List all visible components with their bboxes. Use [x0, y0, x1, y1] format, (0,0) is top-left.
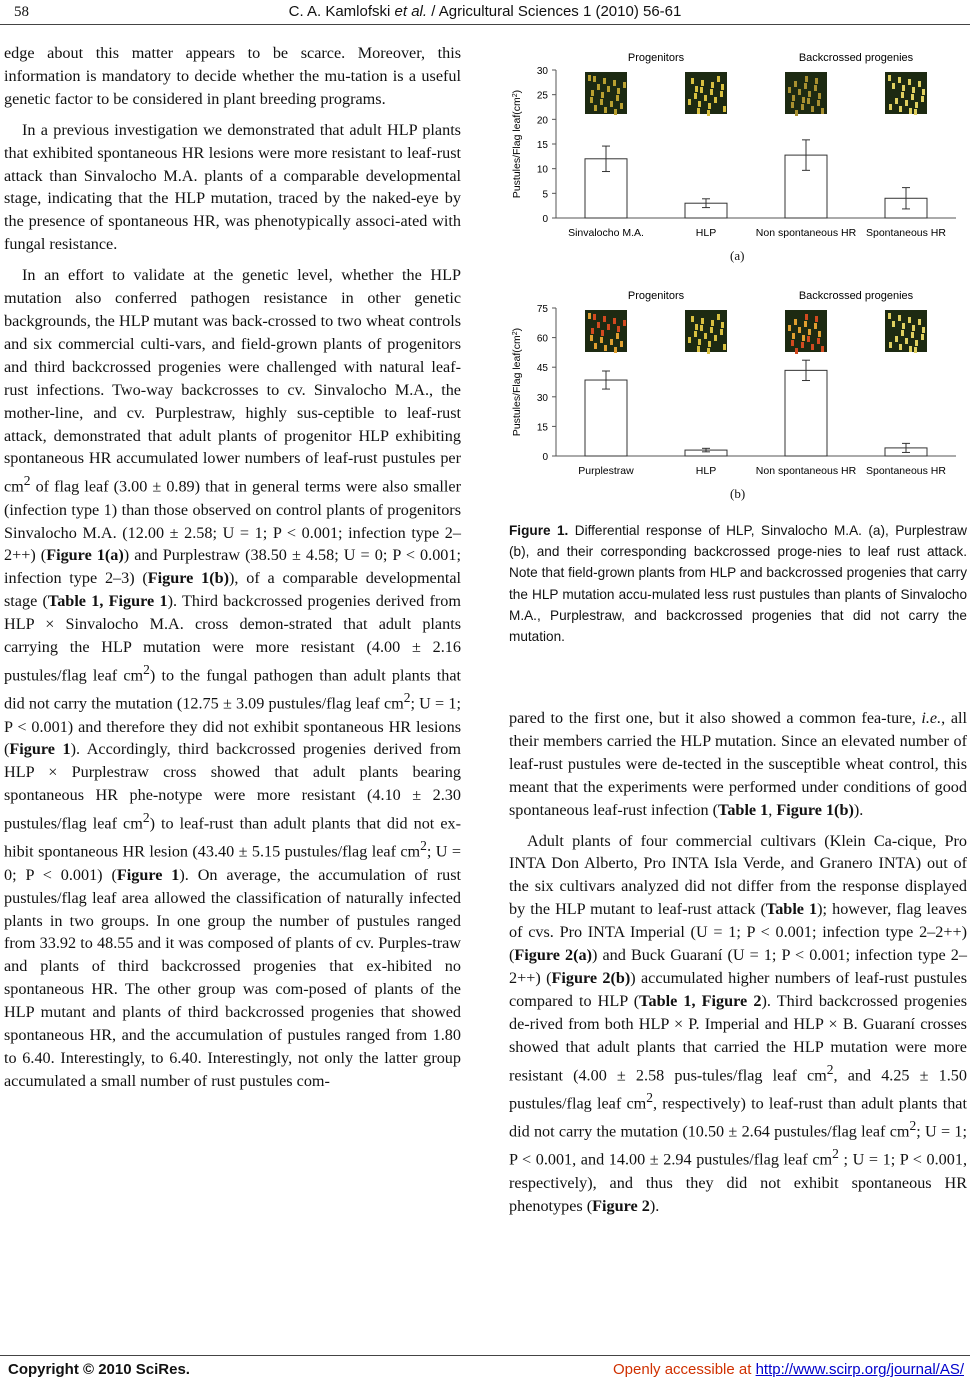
- rust-spot: [617, 326, 620, 332]
- group-label: Backcrossed progenies: [798, 52, 914, 64]
- rust-spot: [794, 319, 797, 325]
- rust-spot: [792, 333, 795, 339]
- rust-spot: [808, 91, 811, 97]
- y-axis-label-close: ): [511, 327, 523, 332]
- rust-spot: [798, 89, 801, 95]
- rust-spot: [588, 75, 591, 81]
- rust-spot: [597, 322, 600, 328]
- rust-spot: [701, 80, 704, 86]
- figure-ref[interactable]: Figure 1(a): [46, 546, 124, 565]
- rust-spot: [922, 89, 925, 95]
- rust-spot: [807, 98, 810, 104]
- y-tick-label: 75: [536, 304, 548, 315]
- rust-spot: [814, 85, 817, 91]
- rust-spot: [899, 106, 902, 112]
- rust-spot: [788, 325, 791, 331]
- y-tick-label: 0: [542, 214, 548, 225]
- rust-spot: [921, 96, 924, 102]
- footer-rule: [0, 1355, 970, 1356]
- rust-spot: [821, 108, 824, 114]
- rust-spot: [911, 332, 914, 338]
- rust-spot: [908, 317, 911, 323]
- rust-spot: [798, 327, 801, 333]
- page-number: 58: [14, 4, 29, 20]
- rust-spot: [815, 316, 818, 322]
- rust-spot: [808, 329, 811, 335]
- figure-1b: [506, 282, 968, 482]
- y-axis-label: [511, 90, 523, 198]
- rust-spot: [805, 76, 808, 82]
- rust-spot: [817, 338, 820, 344]
- figure-ref[interactable]: Figure 2: [592, 1196, 650, 1215]
- rust-spot: [590, 335, 593, 341]
- rust-spot: [892, 83, 895, 89]
- rust-spot: [590, 97, 593, 103]
- y-axis-label-sup: 2: [511, 93, 519, 98]
- table-figure-ref[interactable]: Table 1, Figure 1: [47, 592, 168, 611]
- rust-spot: [623, 82, 626, 88]
- rust-spot: [695, 324, 698, 330]
- rust-spot: [623, 320, 626, 326]
- rust-spot: [603, 316, 606, 322]
- rust-spot: [708, 341, 711, 347]
- rust-spot: [912, 87, 915, 93]
- rust-spot: [818, 93, 821, 99]
- rust-spot: [908, 79, 911, 85]
- rust-spot: [700, 87, 703, 93]
- chart-b: [506, 282, 968, 482]
- rust-spot: [914, 109, 917, 115]
- rust-spot: [821, 346, 824, 352]
- rust-spot: [895, 98, 898, 104]
- rust-spot: [601, 330, 604, 336]
- category-label: Non spontaneous HR: [755, 465, 857, 477]
- figure-ref[interactable]: Figure 2(b): [551, 968, 631, 987]
- y-tick-label: 45: [536, 363, 548, 375]
- rust-spot: [811, 106, 814, 112]
- rust-spot: [888, 75, 891, 81]
- rust-spot: [805, 314, 808, 320]
- rust-spot: [899, 344, 902, 350]
- rust-spot: [889, 342, 892, 348]
- rust-spot: [898, 315, 901, 321]
- rust-spot: [710, 89, 713, 95]
- rust-spot: [588, 313, 591, 319]
- rust-spot: [892, 321, 895, 327]
- y-tick-label: 20: [536, 115, 548, 127]
- figure-ref[interactable]: Figure 1(b): [147, 569, 230, 588]
- rust-spot: [707, 110, 710, 116]
- y-tick-label: 15: [536, 422, 548, 434]
- rust-spot: [607, 86, 610, 92]
- rust-spot: [594, 343, 597, 349]
- rust-spot: [901, 92, 904, 98]
- chart-a: [506, 44, 968, 244]
- paragraph: pared to the first one, but it also showed a common fea-ture, i.e., all their members carried the HLP mutation. Since an elevated number of leaf-rust pustules were de-tected in the susceptible wheat control, this meant that the experiments were performed under conditions of good spontaneous leaf-rust infection (Table 1, Figure 1(b)).: [509, 709, 967, 819]
- rust-spot: [691, 316, 694, 322]
- rust-spot: [591, 328, 594, 334]
- rust-spot: [594, 105, 597, 111]
- rust-spot: [700, 325, 703, 331]
- category-label: Spontaneous HR: [866, 227, 946, 239]
- rust-spot: [911, 94, 914, 100]
- bar: [785, 370, 827, 456]
- paragraph: edge about this matter appears to be scarce. Moreover, this information is mandatory to decide whether the mu-tation is a useful genetic factor to be considered in plant breeding programs.: [4, 44, 461, 108]
- rust-spot: [915, 340, 918, 346]
- category-label: Non spontaneous HR: [755, 227, 857, 239]
- rust-spot: [688, 99, 691, 105]
- rust-spot: [616, 95, 619, 101]
- y-axis-label-sup: 2: [511, 331, 519, 336]
- left-column: [4, 42, 461, 1101]
- rust-spot: [918, 81, 921, 87]
- rust-spot: [710, 327, 713, 333]
- rust-spot: [707, 348, 710, 354]
- rust-spot: [600, 337, 603, 343]
- rust-spot: [688, 337, 691, 343]
- panel-label-b: (b): [730, 486, 746, 501]
- page-footer: [0, 1346, 970, 1386]
- rust-spot: [717, 314, 720, 320]
- category-label: Sinvalocho M.A.: [568, 227, 644, 239]
- y-axis-label-text: Pustules/Flag leaf(cm: [511, 97, 523, 199]
- rust-spot: [711, 82, 714, 88]
- rust-spot: [794, 81, 797, 87]
- rust-spot: [613, 80, 616, 86]
- rust-spot: [888, 313, 891, 319]
- rust-spot: [889, 104, 892, 110]
- rust-spot: [914, 347, 917, 353]
- rust-spot: [704, 95, 707, 101]
- rust-spot: [597, 84, 600, 90]
- rust-spot: [610, 101, 613, 107]
- rust-spot: [909, 108, 912, 114]
- rust-spot: [811, 344, 814, 350]
- rust-spot: [593, 314, 596, 320]
- group-label: Progenitors: [627, 52, 685, 64]
- category-label: Spontaneous HR: [866, 465, 946, 477]
- rust-spot: [921, 334, 924, 340]
- rust-spot: [697, 108, 700, 114]
- rust-spot: [814, 323, 817, 329]
- figure-ref[interactable]: Figure 2(a): [514, 946, 593, 965]
- rust-spot: [607, 324, 610, 330]
- rust-spot: [604, 345, 607, 351]
- y-tick-label: 5: [542, 189, 548, 201]
- group-label: Backcrossed progenies: [798, 290, 914, 302]
- rust-spot: [895, 336, 898, 342]
- rust-spot: [902, 85, 905, 91]
- running-title: C. A. Kamlofski et al. / Agricultural Sciences 1 (2010) 56-61: [288, 3, 682, 20]
- figure-ref[interactable]: Figure 1(b): [776, 800, 854, 819]
- rust-spot: [617, 88, 620, 94]
- rust-spot: [792, 95, 795, 101]
- y-tick-label: 30: [536, 66, 548, 77]
- right-column: [509, 707, 967, 1226]
- rust-spot: [723, 106, 726, 112]
- rust-spot: [802, 97, 805, 103]
- rust-spot: [804, 321, 807, 327]
- rust-spot: [909, 346, 912, 352]
- table-ref[interactable]: Table 1: [765, 900, 818, 919]
- rust-spot: [802, 335, 805, 341]
- rust-spot: [898, 77, 901, 83]
- paragraph: In a previous investigation we demonstrated that adult HLP plants that exhibited spontaneous HR lesions were more resistant to leaf-rust attack than Sinvalocho M.A. plants of a comparable developmental stage, indicating that the HLP mutation, traced by the naked-eye by the presence of spontaneous HR, was phenotypically associ-ated with fungal resistance.: [4, 120, 461, 254]
- category-label: Purplestraw: [578, 465, 634, 477]
- rust-spot: [613, 318, 616, 324]
- rust-spot: [912, 325, 915, 331]
- rust-spot: [714, 97, 717, 103]
- open-access-note: Openly accessible at http://www.scirp.org/journal/AS/: [613, 1361, 964, 1378]
- y-tick-label: 15: [536, 140, 548, 151]
- page-header: [0, 0, 970, 30]
- table-ref[interactable]: Table 1: [718, 800, 769, 819]
- rust-spot: [807, 336, 810, 342]
- rust-spot: [795, 110, 798, 116]
- y-axis-label-close: ): [511, 89, 523, 94]
- y-tick-label: 25: [536, 90, 548, 102]
- rust-spot: [620, 341, 623, 347]
- rust-spot: [701, 318, 704, 324]
- figure-1-caption: Figure 1. Differential response of HLP, Sinvalocho M.A. (a), Purplestraw (b), and their corresponding backcrossed proge-nies to leaf rust attack. Note that field-grown plants from HLP and backcrossed progenies that carry the HLP mutation accu-mulated less rust pustules than plants of Sinvalocho M.A., Purplestraw, and backcrossed progenies that did not carry the mutation.: [509, 523, 967, 645]
- paragraph: Adult plants of four commercial cultivars (Klein Ca-cique, Pro INTA Don Alberto, Pro INTA Isla Verde, and Granero INTA) out of the six cultivars analyzed did not differ from the response displayed by the HLP mutant to leaf-rust attack (Table 1); however, flag leaves of cvs. Pro INTA Imperial (U = 1; P < 0.001; infection type 2–2++) (Figure 2(a)) and Buck Guaraní (U = 1; P < 0.001; infection type 2–2++) (Figure 2(b)) accumulated higher numbers of leaf-rust pustules compared to HLP (Table 1, Figure 2). Third backcrossed progenies de-rived from both HLP × P. Imperial and HLP × B. Guaraní crosses showed that adult plants that carried the HLP mutation were more resistant (4.00 ± 2.58 pus-tules/flag leaf $cm^2$, and 4.25 ± 1.50 pustules/flag leaf $cm^2$, respectively) to leaf-rust than adult plants that did not carry the mutation (10.50 ± 2.64 pustules/flag leaf $cm^2$; U = 1; P < 0.001, and 14.00 ± 2.94 pustules/flag leaf $cm^2$ ; U = 1; P < 0.001, respectively), and thus they did not exhibit spontaneous HR phenotypes (Figure 2).: [509, 831, 967, 1215]
- rust-spot: [704, 333, 707, 339]
- rust-spot: [818, 331, 821, 337]
- y-tick-label: 60: [536, 333, 548, 345]
- rust-spot: [717, 76, 720, 82]
- rust-spot: [795, 348, 798, 354]
- category-label: HLP: [695, 465, 717, 477]
- rust-spot: [791, 340, 794, 346]
- table-figure-ref[interactable]: Table 1, Figure 2: [639, 991, 762, 1010]
- rust-spot: [708, 103, 711, 109]
- rust-spot: [604, 107, 607, 113]
- figure-1a: [506, 44, 968, 244]
- rust-spot: [801, 104, 804, 110]
- y-tick-label: 30: [536, 392, 548, 404]
- rust-spot: [698, 101, 701, 107]
- y-tick-label: 0: [542, 452, 548, 463]
- y-axis-label: [511, 328, 523, 436]
- journal-link[interactable]: http://www.scirp.org/journal/AS/: [755, 1361, 964, 1378]
- rust-spot: [694, 93, 697, 99]
- rust-spot: [721, 84, 724, 90]
- rust-spot: [905, 100, 908, 106]
- rust-spot: [694, 331, 697, 337]
- rust-spot: [714, 335, 717, 341]
- rust-spot: [905, 338, 908, 344]
- rust-spot: [720, 91, 723, 97]
- rust-spot: [723, 344, 726, 350]
- rust-spot: [721, 322, 724, 328]
- figure-ref[interactable]: Figure 1: [9, 740, 71, 759]
- panel-label-a: (a): [730, 248, 745, 263]
- rust-spot: [801, 342, 804, 348]
- rust-spot: [593, 76, 596, 82]
- group-label: Progenitors: [627, 290, 685, 302]
- paragraph: In an effort to validate at the genetic level, whether the HLP mutation also conferred pathogen resistance in other genetic backgrounds, the HLP mutant was back-crossed to two wheat controls and six commercial culti-vars, and field-grown plants of progenitors and third backcrossed progenies were challenged with natural leaf-rust infections. Two-way backcrosses to cv. Sinvalocho M.A., the mother-line, and cv. Purplestraw, highly sus-ceptible to leaf-rust attack, demonstrated that adult plants of progenitor HLP exhibiting spontaneous HR accumulated lower numbers of leaf-rust pustules per $cm^2$ of flag leaf (3.00 ± 0.89) that in general terms were also smaller (infection type 1) than those observed on control plants of progenitors Sinvalocho M.A. (12.00 ± 2.58; U = 1; P < 0.001; infection type 2–2++) (Figure 1(a)) and Purplestraw (38.50 ± 4.58; U = 0; P < 0.001; infection type 2–3) (Figure 1(b)), of a comparable developmental stage (Table 1, Figure 1). Third backcrossed progenies derived from HLP × Sinvalocho M.A. cross demon-strated that adult plants carrying the HLP mutation were more resistant (4.00 ± 2.16 pustules/flag leaf $cm^2$) to the fungal pathogen than adult plants that did not carry the mutation (12.75 ± 3.09 pustules/flag leaf $cm^2$; U = 1; P < 0.001) and therefore they did not exhibit spontaneous HR lesions (Figure 1). Accordingly, third backcrossed progenies derived from HLP × Purplestraw cross showed that adult plants bearing spontaneous HR phe-notype were more resistant (4.10 ± 2.30 pustules/flag leaf $cm^2$) to leaf-rust than adult plants that did not ex-hibit spontaneous HR lesion (43.40 ± 5.15 pustules/flag leaf $cm^2$; U = 0; P < 0.001) (Figure 1). On average, the accumulation of rust pustules/flag leaf area allowed the classification of naturally infected plants in two groups. In one group the number of pustules ranged from 33.92 to 48.55 and it was composed of plants of cv. Purples-traw and plants of third backcrossed progenies that ex-hibited no spontaneous HR. The other group was com-posed of plants of the HLP mutant and plants of third backcrossed progenies that showed spontaneous HR, and the accumulation of pustules ranged from 1.80 to 6.40. Interestingly, to 6.40. Interestingly, not only the latter group accumulated a small number of rust pustules com-: [4, 266, 462, 1090]
- rust-spot: [902, 323, 905, 329]
- category-label: HLP: [695, 227, 717, 239]
- rust-spot: [815, 78, 818, 84]
- copyright: Copyright © 2010 SciRes.: [8, 1361, 190, 1378]
- rust-spot: [695, 86, 698, 92]
- rust-spot: [600, 99, 603, 105]
- rust-spot: [697, 346, 700, 352]
- rust-spot: [901, 330, 904, 336]
- rust-spot: [614, 109, 617, 115]
- rust-spot: [610, 339, 613, 345]
- rust-spot: [915, 102, 918, 108]
- header-rule: [0, 24, 970, 25]
- rust-spot: [616, 333, 619, 339]
- rust-spot: [620, 103, 623, 109]
- figure-ref[interactable]: Figure 1: [116, 865, 180, 884]
- rust-spot: [603, 78, 606, 84]
- rust-spot: [804, 83, 807, 89]
- y-tick-label: 10: [536, 164, 548, 176]
- rust-spot: [601, 92, 604, 98]
- rust-spot: [788, 87, 791, 93]
- rust-spot: [791, 102, 794, 108]
- rust-spot: [614, 347, 617, 353]
- y-axis-label-text: Pustules/Flag leaf(cm: [511, 335, 523, 437]
- rust-spot: [922, 327, 925, 333]
- rust-spot: [918, 319, 921, 325]
- rust-spot: [711, 320, 714, 326]
- rust-spot: [698, 339, 701, 345]
- rust-spot: [817, 100, 820, 106]
- rust-spot: [691, 78, 694, 84]
- rust-spot: [591, 90, 594, 96]
- rust-spot: [720, 329, 723, 335]
- bar: [585, 380, 627, 456]
